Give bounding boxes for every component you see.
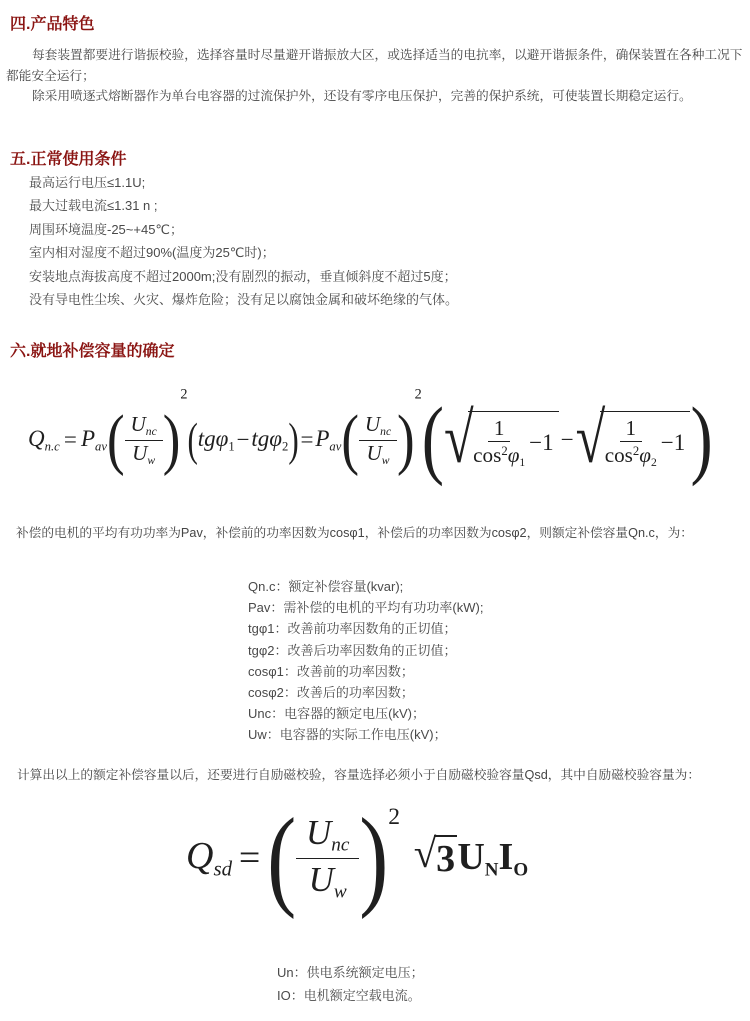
math-equals: = bbox=[63, 427, 77, 452]
paragraph-line: 每套装置都要进行谐振校验，选择容量时尽量避开谐振放大区，或选择适当的电抗率，以避开谐振条件，确保装置在各种工况下 bbox=[32, 48, 743, 62]
math-exponent: 2 bbox=[414, 386, 422, 403]
math-sqrt-cos-phi2: √ $\frac{1}{\cos^2\varphi_2}$ −1 bbox=[576, 411, 691, 469]
definition-item: cosφ1：改善前的功率因数； bbox=[248, 663, 414, 679]
math-paren: ( bbox=[421, 390, 445, 488]
math-paren: ) bbox=[397, 402, 415, 477]
definition-item: Uw：电容器的实际工作电压(kV)； bbox=[248, 727, 447, 743]
math-paren: ( bbox=[187, 413, 198, 467]
math-var-io: $I_O$ bbox=[498, 835, 529, 881]
math-fraction-unc-uw: $\frac{U_{nc}}{U_w}$ bbox=[125, 412, 163, 467]
radical-icon: √ bbox=[413, 829, 437, 876]
math-paren: ) bbox=[690, 390, 713, 488]
math-paren: ( bbox=[341, 402, 359, 477]
footnote-item: Un：供电系统额定电压； bbox=[277, 965, 424, 980]
definition-item: Unc：电容器的额定电压(kV)； bbox=[248, 706, 425, 722]
math-paren: ) bbox=[359, 795, 389, 920]
definition-item: tgφ1：改善前功率因数角的正切值； bbox=[248, 621, 457, 637]
paragraph-line: 都能安全运行； bbox=[6, 68, 95, 83]
definition-item: tgφ2：改善后功率因数角的正切值； bbox=[248, 642, 457, 658]
paragraph-line: 除采用喷逐式熔断器作为单台电容器的过流保护外，还设有零序电压保护，完善的保护系统，可使装置长期稳定运行。 bbox=[32, 89, 692, 104]
condition-item: 室内相对湿度不超过90%(温度为25℃时)； bbox=[29, 245, 275, 261]
math-fraction-unc-uw: $\frac{U_{nc}}{U_w}$ bbox=[296, 813, 359, 904]
formula-self-excitation-capacity bbox=[186, 795, 529, 920]
math-var-un: $U_N$ bbox=[457, 835, 499, 881]
definition-item: cosφ2：改善后的功率因数； bbox=[248, 685, 414, 701]
math-sqrt-three: √ 3 bbox=[414, 835, 458, 882]
footnote-item: IO：电机额定空载电流。 bbox=[277, 987, 421, 1003]
footnote-list bbox=[277, 962, 424, 1007]
math-var: $Q_{sd}$ bbox=[186, 835, 233, 881]
condition-item: 最高运行电压≤1.1U; bbox=[29, 175, 146, 190]
conditions-list bbox=[29, 171, 458, 311]
math-equals: = bbox=[300, 427, 314, 452]
compensation-intro-paragraph: 补偿的电机的平均有功功率为Pav，补偿前的功率因数为cosφ1，补偿后的功率因数为cosφ2，则额定补偿容量Qn.c，为： bbox=[16, 526, 693, 540]
definition-item: Pav：需补偿的电机的平均有功功率(kW); bbox=[248, 600, 484, 616]
math-minus: − bbox=[560, 427, 574, 452]
math-term-tg2: tgφ$_2$ bbox=[251, 425, 289, 454]
condition-item: 没有导电性尘埃、火灾、爆炸危险；没有足以腐蚀金属和破坏绝缘的气体。 bbox=[29, 292, 459, 308]
math-var: $P_{av}$ bbox=[80, 425, 107, 454]
formula-rated-compensation-capacity bbox=[28, 386, 713, 490]
product-features-paragraphs bbox=[6, 45, 750, 107]
math-minus: − bbox=[236, 427, 250, 452]
math-paren: ) bbox=[288, 413, 299, 467]
math-exponent: 2 bbox=[180, 386, 188, 403]
math-var: $P_{av}$ bbox=[315, 425, 342, 454]
section-heading-product-features: 四.产品特色 bbox=[10, 16, 95, 33]
condition-item: 最大过载电流≤1.31 n ; bbox=[29, 198, 158, 214]
definition-item: Qn.c：额定补偿容量(kvar); bbox=[248, 579, 404, 594]
math-paren: ) bbox=[162, 402, 181, 477]
math-var: $Q_{n.c}$ bbox=[28, 425, 60, 454]
condition-item: 周围环境温度-25~+45℃； bbox=[29, 221, 184, 237]
math-term-tg1: tgφ$_1$ bbox=[197, 425, 235, 454]
symbol-definition-list bbox=[248, 576, 483, 746]
radical-icon: √ bbox=[575, 398, 606, 478]
radical-icon: √ bbox=[444, 398, 474, 478]
math-paren: ( bbox=[267, 795, 297, 920]
math-exponent: 2 bbox=[388, 804, 401, 831]
section-heading-compensation-capacity: 六.就地补偿容量的确定 bbox=[10, 343, 175, 360]
math-paren: ( bbox=[106, 402, 125, 477]
math-equals: = bbox=[238, 837, 261, 879]
math-fraction-unc-uw: $\frac{U_{nc}}{U_w}$ bbox=[359, 412, 397, 467]
condition-item: 安装地点海拔高度不超过2000m;没有剧烈的振动，垂直倾斜度不超过5度； bbox=[29, 268, 457, 284]
math-sqrt-cos-phi1: √ $\frac{1}{\cos^2\varphi_1}$ −1 bbox=[444, 411, 559, 469]
section-heading-normal-use-conditions: 五.正常使用条件 bbox=[10, 151, 127, 168]
self-excitation-check-paragraph: 计算出以上的额定补偿容量以后，还要进行自励磁校验，容量选择必须小于自励磁校验容量Qsd，其中自励磁校验容量为： bbox=[17, 768, 701, 782]
